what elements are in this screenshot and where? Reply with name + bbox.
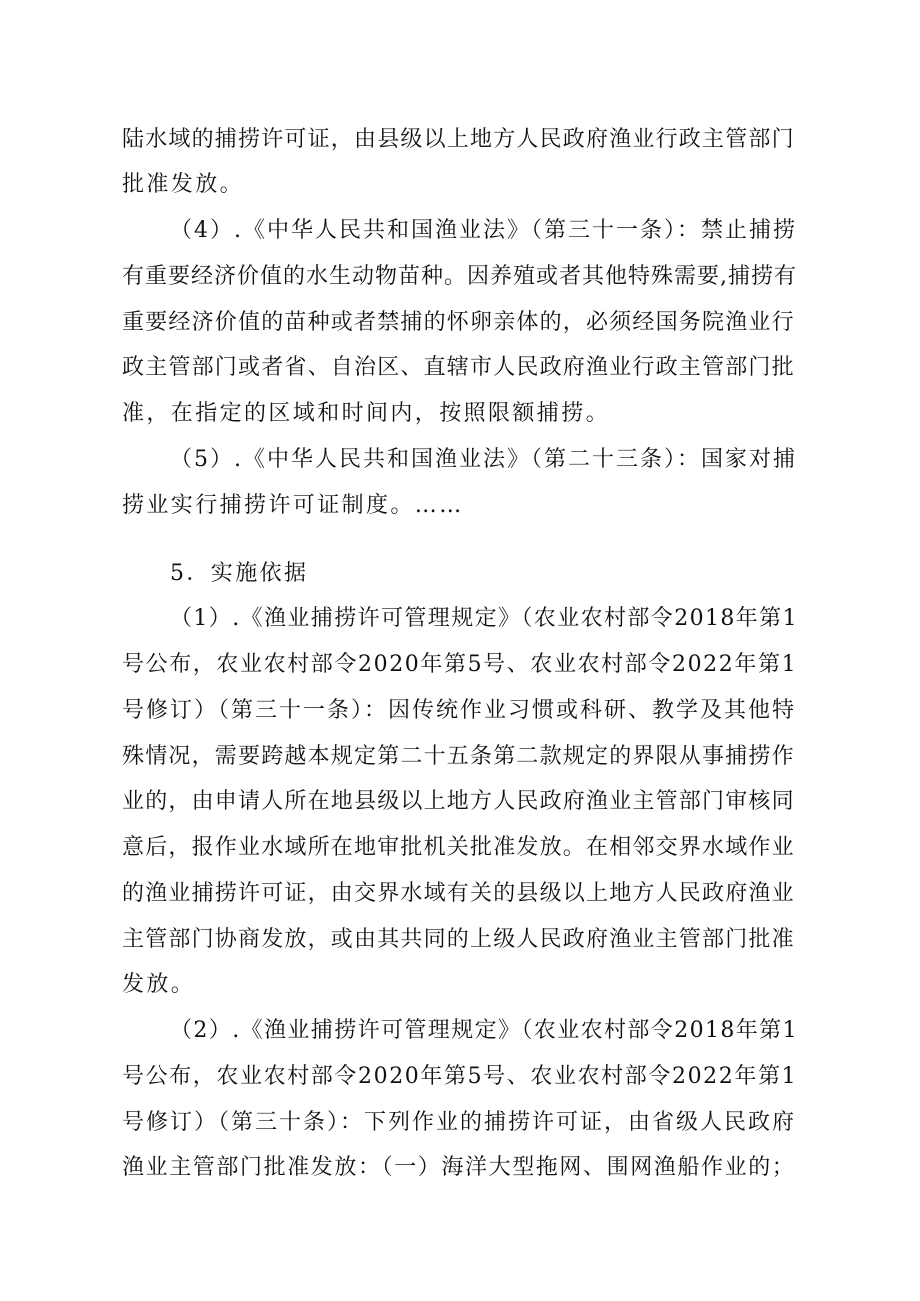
text-line: 捞业实行捕捞许可证制度。…… [122,493,464,518]
text-line: （2）.《渔业捕捞许可管理规定》（农业农村部令2018年第1 [170,1018,798,1043]
text-line: 批准发放。 [122,172,245,197]
text-line: 号修订）（第三十条）：下列作业的捕捞许可证，由省级人民政府 [122,1110,797,1135]
text-line: 的渔业捕捞许可证，由交界水域有关的县级以上地方人民政府渔业 [122,881,795,906]
text-line: （1）.《渔业捕捞许可管理规定》（农业农村部令2018年第1 [170,606,798,631]
text-line: 号公布，农业农村部令2020年第5号、农业农村部令2022年第1 [122,1064,798,1089]
text-line: 有重要经济价值的水生动物苗种。因养殖或者其他特殊需要,捕捞有 [122,264,797,289]
text-line: 渔业主管部门批准发放：（一）海洋大型拖网、围网渔船作业的； [122,1155,796,1180]
text-line: 发放。 [122,972,196,997]
text-line: 号公布，农业农村部令2020年第5号、农业农村部令2022年第1 [122,652,798,677]
text-line: 号修订）（第三十一条）：因传统作业习惯或科研、教学及其他特 [122,698,797,723]
text-line: （4）.《中华人民共和国渔业法》（第三十一条）：禁止捕捞 [170,218,797,243]
text-line: 主管部门协商发放，或由其共同的上级人民政府渔业主管部门批准 [122,927,795,952]
text-line: 意后，报作业水域所在地审批机关批准发放。在相邻交界水域作业 [122,835,795,860]
text-line: 殊情况，需要跨越本规定第二十五条第二款规定的界限从事捕捞作 [122,744,795,769]
text-line: （5）.《中华人民共和国渔业法》（第二十三条）：国家对捕 [170,447,797,472]
text-line: 准，在指定的区域和时间内，按照限额捕捞。 [122,401,611,426]
text-line: 业的，由申请人所在地县级以上地方人民政府渔业主管部门审核同 [122,789,795,814]
section-heading: 5．实施依据 [170,561,309,586]
text-line: 重要经济价值的苗种或者禁捕的怀卵亲体的，必须经国务院渔业行 [122,310,795,335]
text-line: 陆水域的捕捞许可证，由县级以上地方人民政府渔业行政主管部门 [122,127,795,152]
text-line: 政主管部门或者省、自治区、直辖市人民政府渔业行政主管部门批 [122,355,795,380]
